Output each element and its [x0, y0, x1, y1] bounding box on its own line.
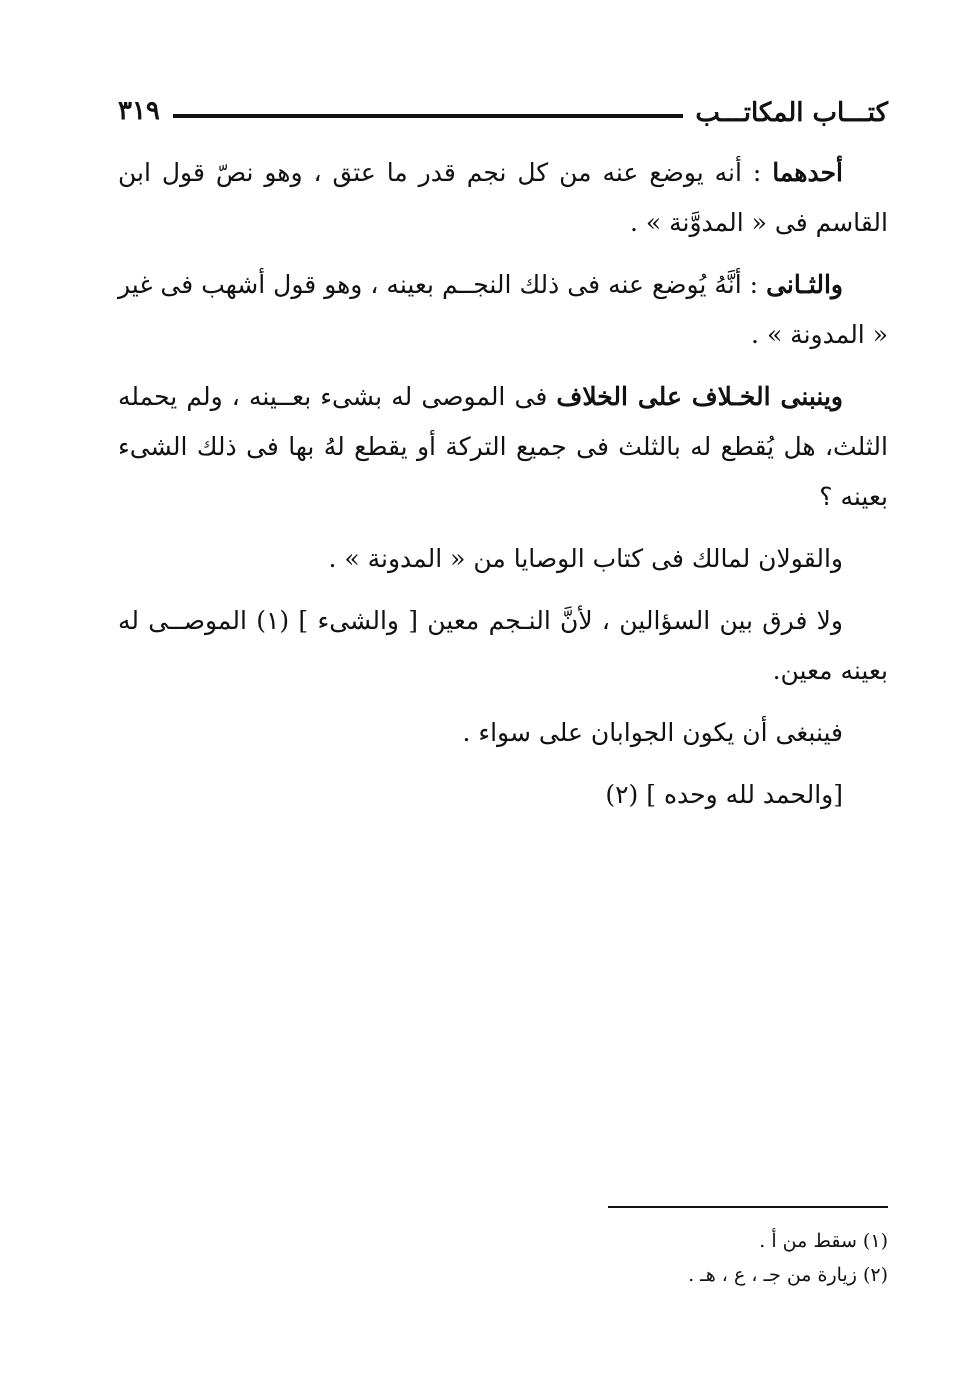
- page-header: [118, 96, 888, 136]
- main-text: [118, 148, 888, 832]
- footnote-list: [118, 1224, 888, 1292]
- paragraph-text: : أنَّهُ يُوضع عنه فى ذلك النجــم بعينه ، وهو قول أشهب فى غير « المدونة » .: [118, 270, 888, 349]
- book-title: كتـــاب المكاتـــب: [695, 98, 888, 128]
- paragraph-malik-opinions: والقولان لمالك فى كتاب الوصايا من « المدونة » .: [328, 544, 843, 573]
- paragraph-dispute-basis: [118, 372, 888, 522]
- paragraph-closing: [والحمد لله وحده ] (٢): [605, 780, 843, 809]
- paragraph-lead: والثـانى: [766, 270, 843, 299]
- header-rule: [173, 114, 683, 118]
- paragraph-no-difference: ولا فرق بين السؤالين ، لأنَّ النـجم معين [ والشىء ] (١) الموصــى له بعينه معين.: [118, 606, 888, 685]
- paragraph-second-opinion: [118, 260, 888, 360]
- paragraph-lead: وينبنى الخـلاف على الخلاف: [556, 382, 843, 411]
- paragraph-first-opinion: [118, 148, 888, 248]
- paragraph-conclusion: فينبغى أن يكون الجوابان على سواء .: [462, 718, 843, 747]
- paragraph-text: : أنه يوضع عنه من كل نجم قدر ما عتق ، وهو نصّ قول ابن القاسم فى « المدوَّنة » .: [118, 158, 888, 237]
- footnote-2: (٢) زيارة من جـ ، ع ، هـ .: [688, 1264, 888, 1286]
- paragraph-text: فى الموصى له بشىء بعــينه ، ولم يحمله الثلث، هل يُقطع له بالثلث فى جميع التركة أو يقطع لهُ بها فى ذلك الشىء بعينه ؟: [118, 382, 888, 511]
- footnote-rule: [608, 1206, 888, 1208]
- paragraph-lead: أحدهما: [772, 158, 843, 187]
- footnote-1: (١) سقط من أ .: [759, 1230, 888, 1252]
- page-number: ٣١٩: [118, 96, 160, 126]
